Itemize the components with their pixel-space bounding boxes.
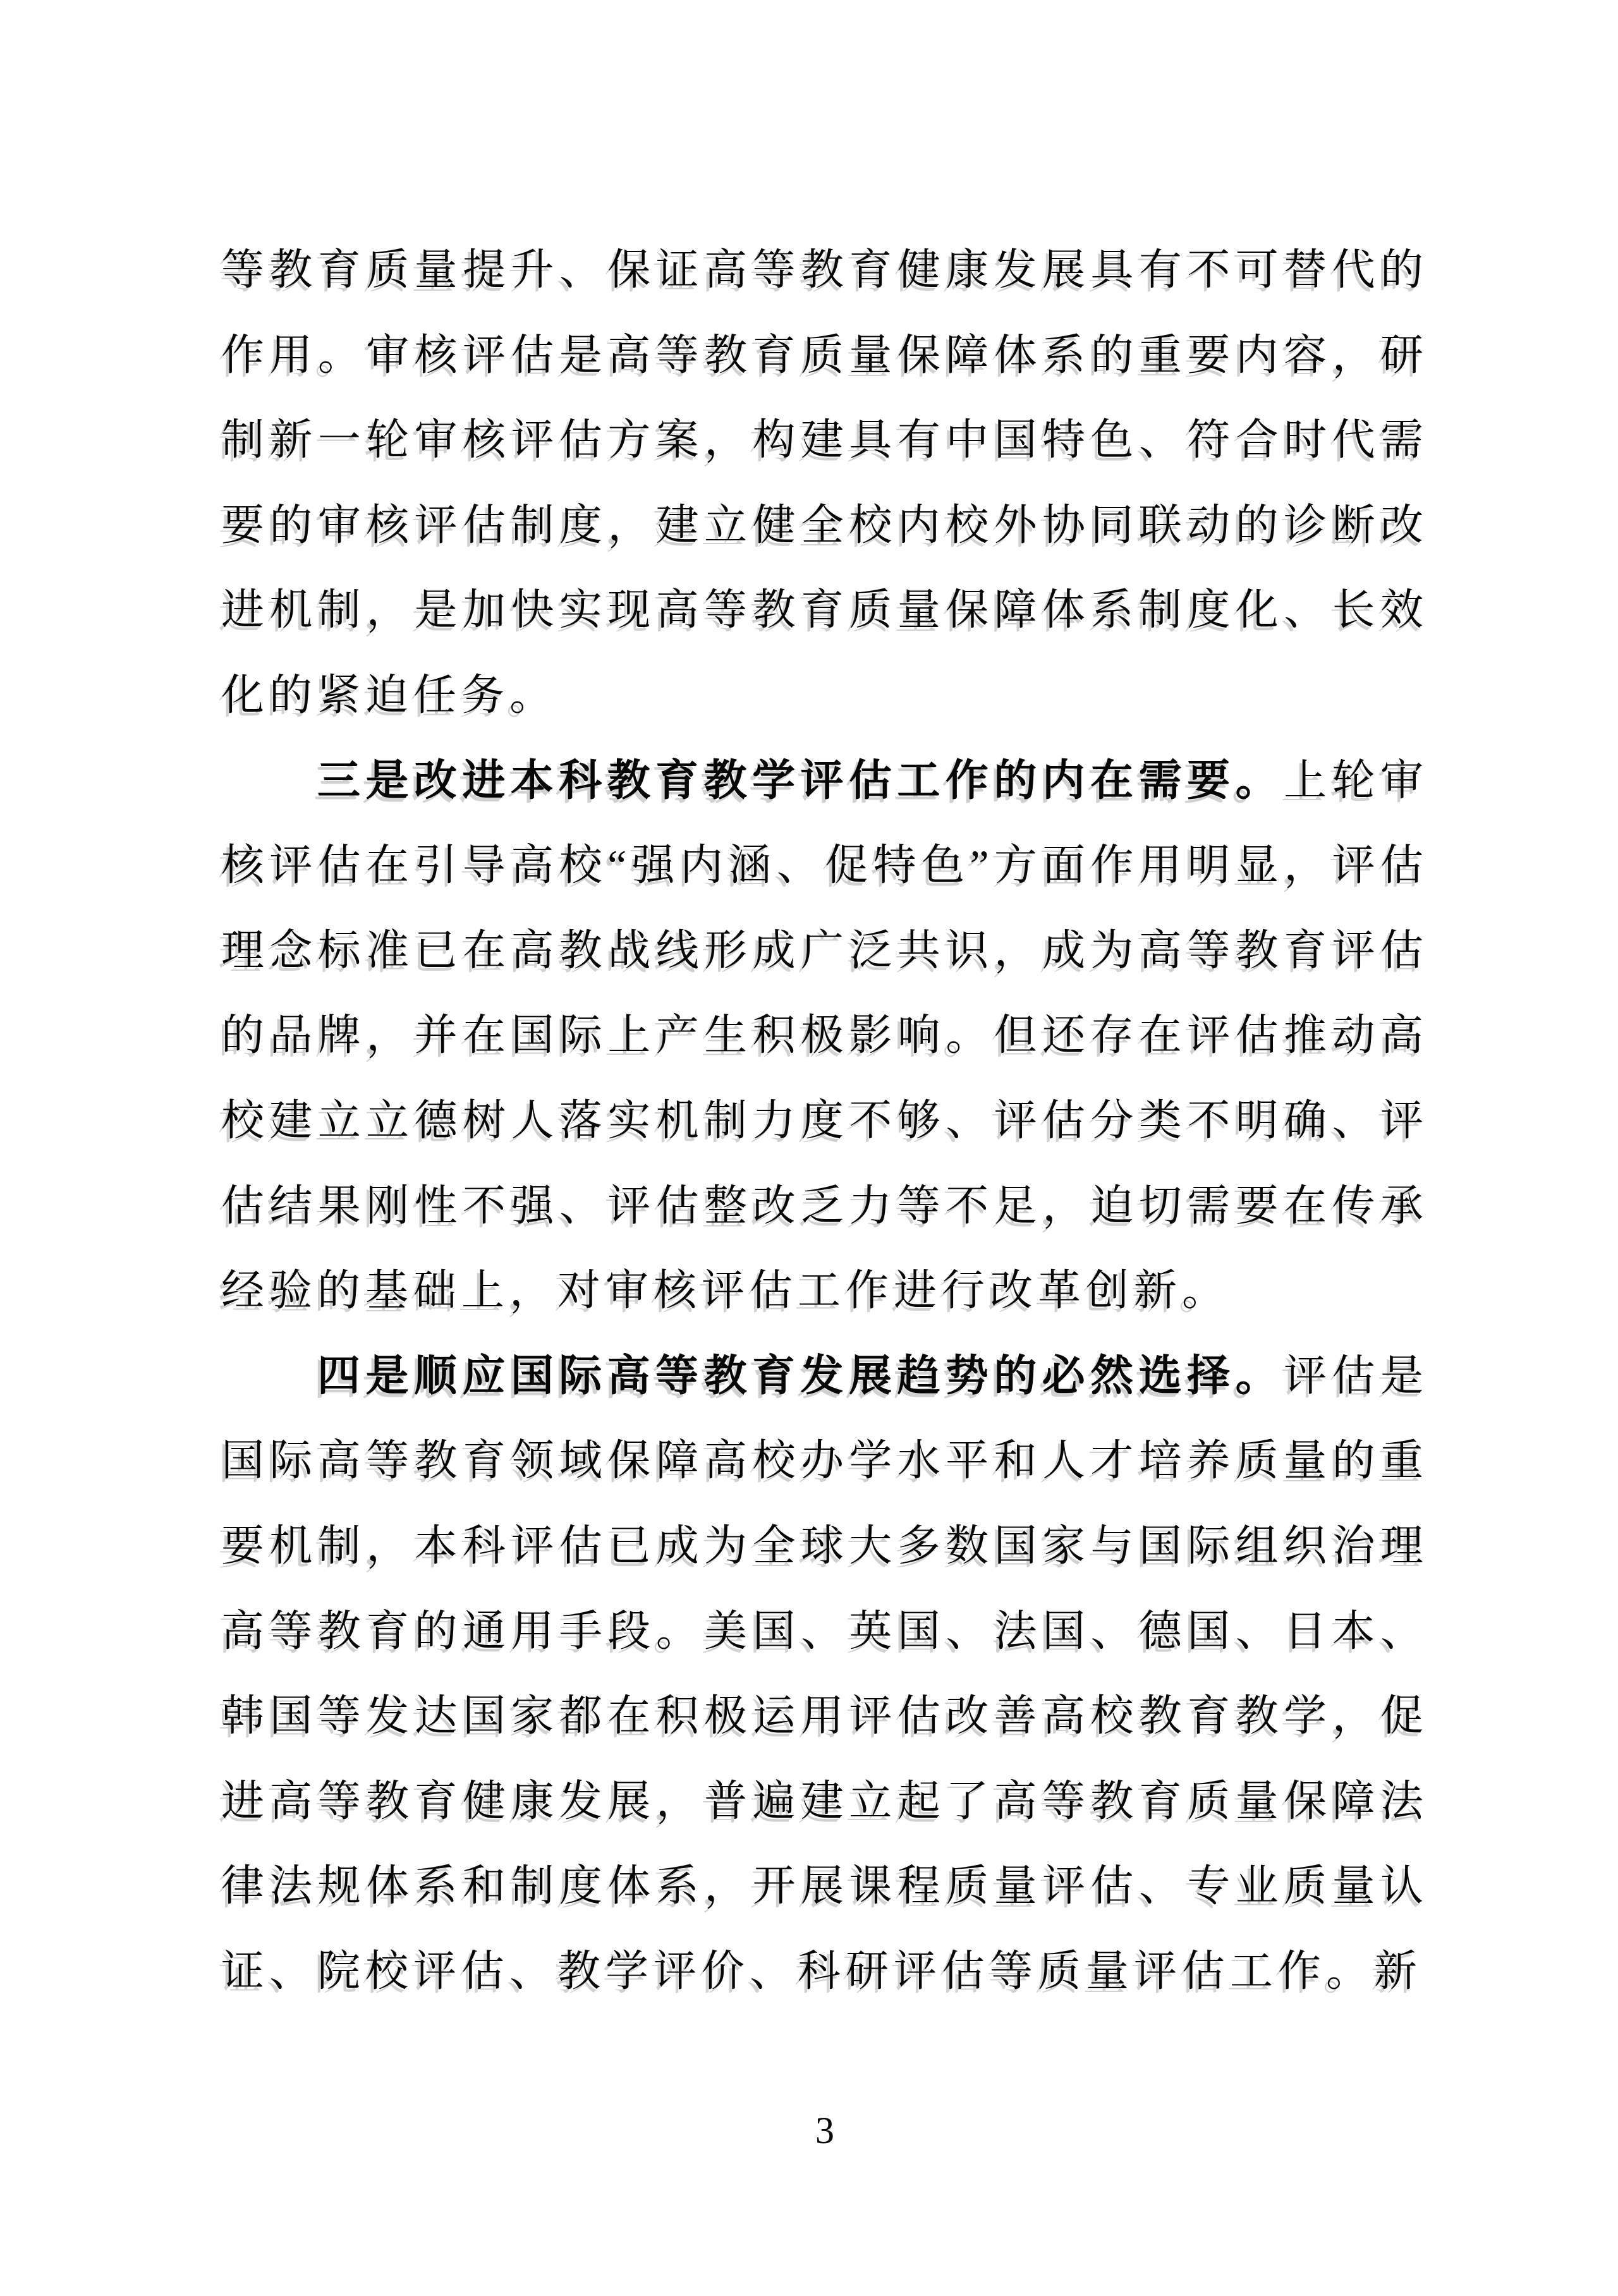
page-number: 3 xyxy=(815,2110,834,2151)
paragraph-continuation xyxy=(221,228,1428,738)
paragraph-point-three xyxy=(221,738,1428,1333)
paragraph-point-four xyxy=(221,1333,1428,2014)
body-text-run: 评估是国际高等教育领域保障高校办学水平和人才培养质量的重要机制，本科评估已成为全球大多数国家与国际组织治理高等教育的通用手段。美国、英国、法国、德国、日本、韩国等发达国家都在积极运用评估改善高校教育教学，促进高等教育健康发展，普遍建立起了高等教育质量保障法律法规体系和制度体系，开展课程质量评估、专业质量认证、院校评估、教学评价、科研评估等质量评估工作。新 xyxy=(221,1351,1428,1995)
body-text-run: 等教育质量提升、保证高等教育健康发展具有不可替代的作用。审核评估是高等教育质量保障体系的重要内容，研制新一轮审核评估方案，构建具有中国特色、符合时代需要的审核评估制度，建立健全校内校外协同联动的诊断改进机制，是加快实现高等教育质量保障体系制度化、长效化的紧迫任务。 xyxy=(221,246,1428,719)
document-body xyxy=(221,228,1428,2014)
bold-lead-in-point-three: 三是改进本科教育教学评估工作的内在需要。 xyxy=(317,756,1284,805)
body-text-run: 上轮审核评估在引导高校“强内涵、促特色”方面作用明显，评估理念标准已在高教战线形成广泛共识，成为高等教育评估的品牌，并在国际上产生积极影响。但还存在评估推动高校建立立德树人落实机制力度不够、评估分类不明确、评估结果刚性不强、评估整改乏力等不足，迫切需要在传承经验的基础上，对审核评估工作进行改革创新。 xyxy=(221,756,1428,1315)
bold-lead-in-point-four: 四是顺应国际高等教育发展趋势的必然选择。 xyxy=(317,1351,1284,1400)
page-footer xyxy=(221,2108,1428,2153)
